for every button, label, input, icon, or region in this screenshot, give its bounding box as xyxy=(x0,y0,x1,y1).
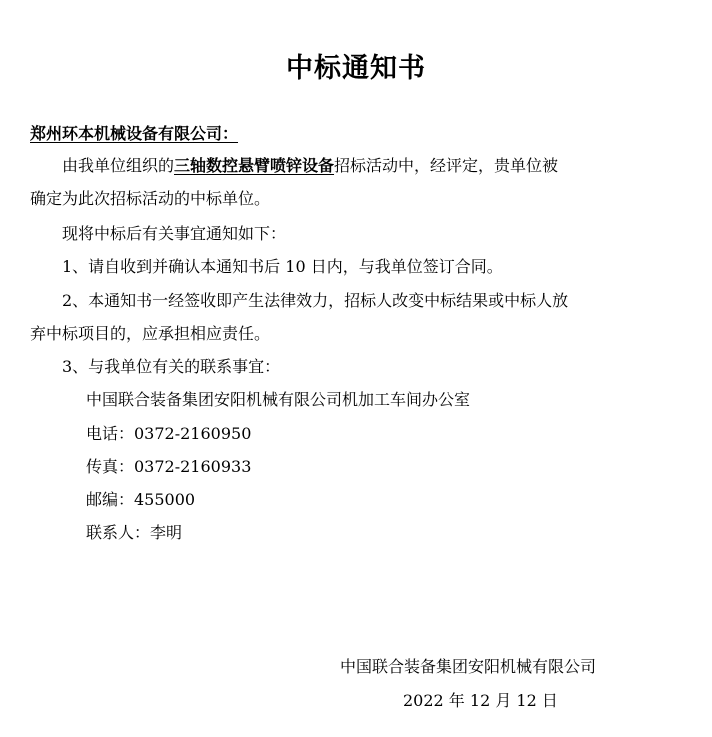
item-2-line-1: 2、本通知书一经签收即产生法律效力，招标人改变中标结果或中标人放 xyxy=(62,291,569,310)
paragraph-1-suffix: 招标活动中，经评定，贵单位被 xyxy=(334,156,559,175)
contact-fax: 传真：0372-2160933 xyxy=(86,457,252,476)
contact-phone: 电话：0372-2160950 xyxy=(86,424,252,443)
contact-person: 联系人：李明 xyxy=(86,523,183,542)
project-name: 三轴数控悬臂喷锌设备 xyxy=(174,156,335,175)
item-1: 1、请自收到并确认本通知书后 10 日内，与我单位签订合同。 xyxy=(62,257,503,276)
signature-company: 中国联合装备集团安阳机械有限公司 xyxy=(340,657,597,676)
item-2-line-2: 弃中标项目的，应承担相应责任。 xyxy=(30,324,271,343)
paragraph-1-prefix: 由我单位组织的 xyxy=(62,156,175,175)
document-title: 中标通知书 xyxy=(286,53,426,84)
signature-date: 2022 年 12 月 12 日 xyxy=(403,691,558,710)
paragraph-1-line-2: 确定为此次招标活动的中标单位。 xyxy=(30,189,271,208)
item-3: 3、与我单位有关的联系事宜： xyxy=(62,357,281,376)
intro-line: 现将中标后有关事宜通知如下： xyxy=(62,224,287,243)
addressee: 郑州环本机械设备有限公司： xyxy=(30,124,239,143)
contact-postcode: 邮编：455000 xyxy=(86,490,196,509)
paragraph-1-line-1 xyxy=(62,156,558,176)
contact-office: 中国联合装备集团安阳机械有限公司机加工车间办公室 xyxy=(86,390,471,409)
